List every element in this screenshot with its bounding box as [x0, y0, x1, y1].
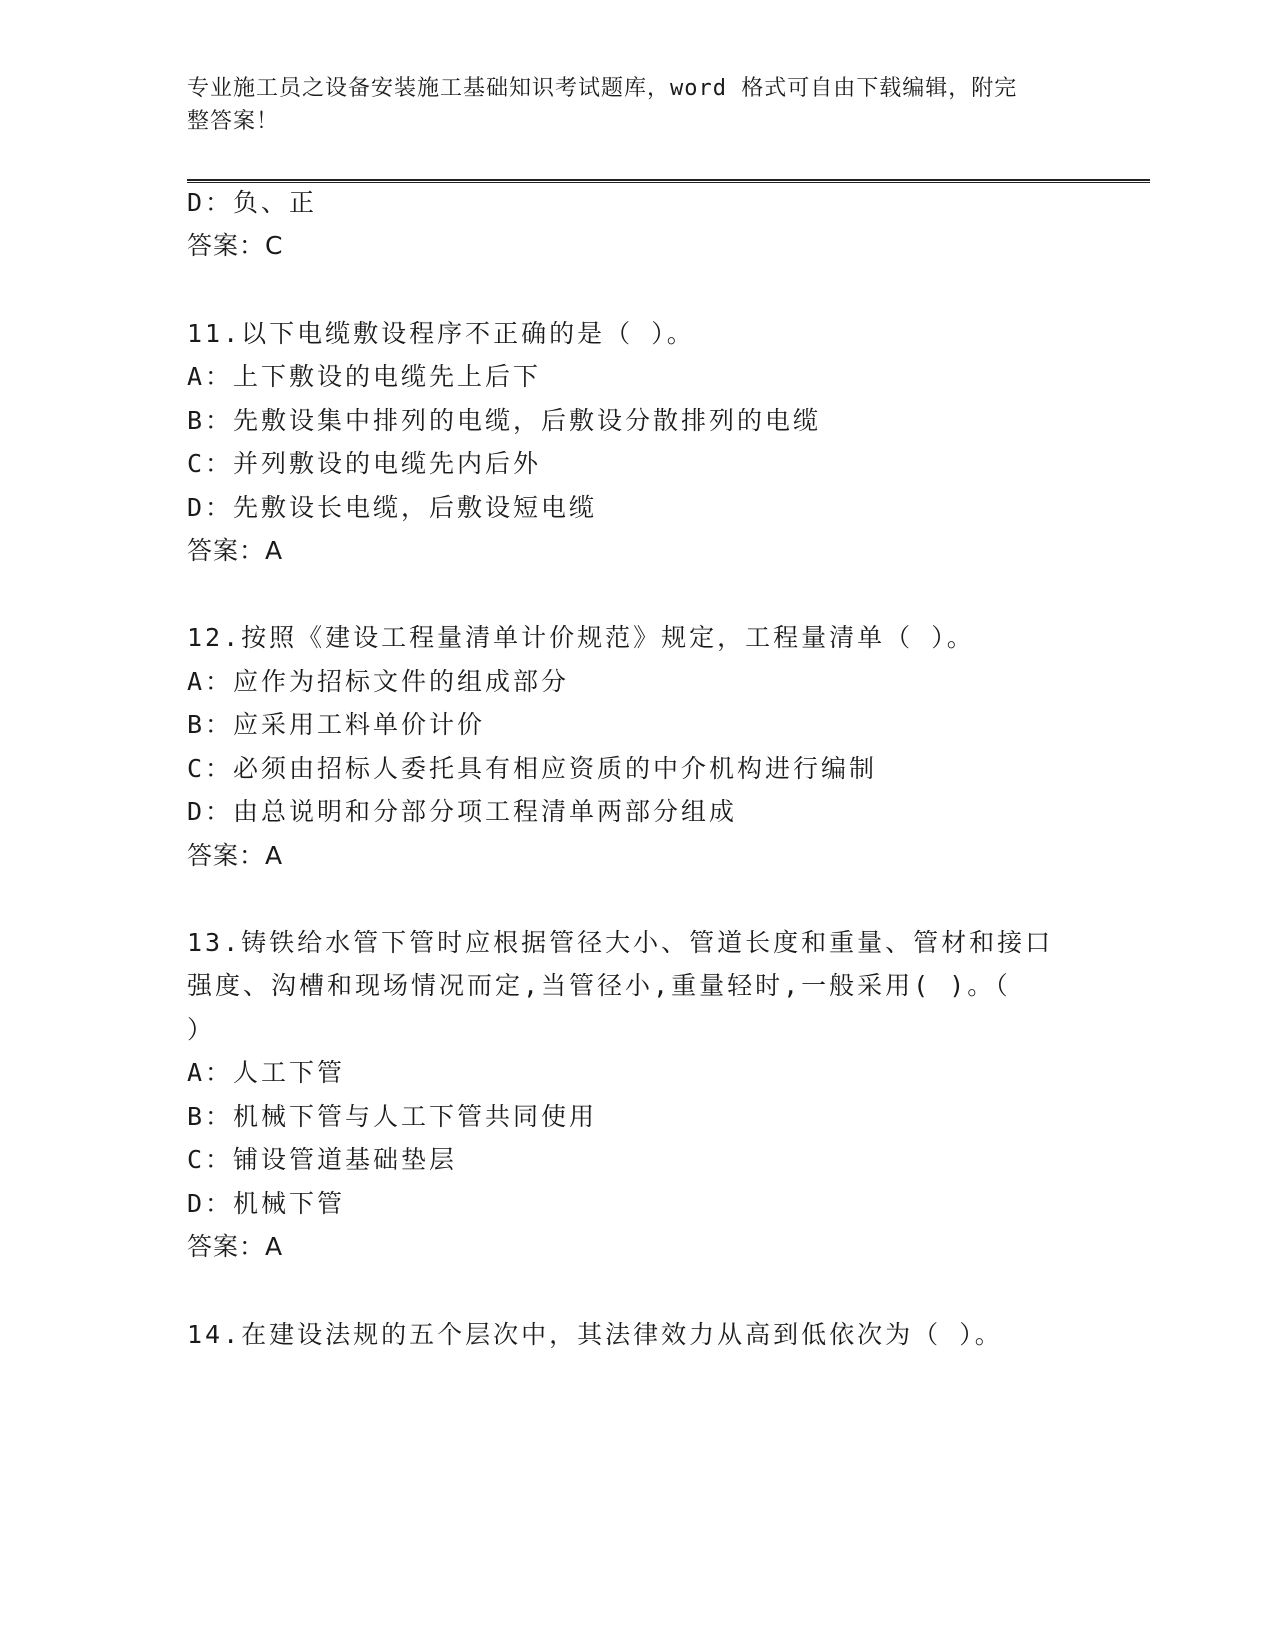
q13-stem-line-1: 13.铸铁给水管下管时应根据管径大小、管道长度和重量、管材和接口: [187, 928, 1054, 957]
q11-option-c: C：并列敷设的电缆先内后外: [187, 449, 542, 478]
q11-option-b: B：先敷设集中排列的电缆，后敷设分散排列的电缆: [187, 406, 822, 435]
q12-option-b: B：应采用工料单价计价: [187, 710, 486, 739]
q11-option-a: A：上下敷设的电缆先上后下: [187, 362, 542, 391]
q12-option-d: D：由总说明和分部分项工程清单两部分组成: [187, 797, 738, 826]
q13-answer: 答案：A: [187, 1232, 284, 1261]
q11-stem: 11.以下电缆敷设程序不正确的是（ ）。: [187, 319, 695, 348]
q13-option-d: D：机械下管: [187, 1189, 346, 1218]
q13-option-b: B：机械下管与人工下管共同使用: [187, 1102, 598, 1131]
q12-option-a: A：应作为招标文件的组成部分: [187, 667, 570, 696]
q13-stem-line-3: ）: [187, 1015, 216, 1044]
document-header: [187, 72, 1087, 138]
q14-stem: 14.在建设法规的五个层次中，其法律效力从高到低依次为（ ）。: [187, 1320, 1003, 1349]
q13-option-a: A：人工下管: [187, 1058, 346, 1087]
q11-option-d: D：先敷设长电缆，后敷设短电缆: [187, 493, 598, 522]
q11-answer: 答案：A: [187, 536, 284, 565]
header-divider: [187, 179, 1150, 183]
q12-option-c: C：必须由招标人委托具有相应资质的中介机构进行编制: [187, 754, 878, 783]
prev-answer: 答案：C: [187, 231, 284, 260]
q13-option-c: C：铺设管道基础垫层: [187, 1145, 458, 1174]
q12-answer: 答案：A: [187, 841, 284, 870]
prev-option-d: D：负、正: [187, 188, 318, 217]
header-line-1: 专业施工员之设备安装施工基础知识考试题库，word 格式可自由下载编辑，附完: [187, 76, 1018, 101]
header-line-2: 整答案！: [187, 109, 280, 134]
q13-stem-line-2: 强度、沟槽和现场情况而定,当管径小,重量轻时,一般采用( )。（: [187, 971, 1011, 1000]
q12-stem: 12.按照《建设工程量清单计价规范》规定，工程量清单（ ）。: [187, 623, 975, 652]
